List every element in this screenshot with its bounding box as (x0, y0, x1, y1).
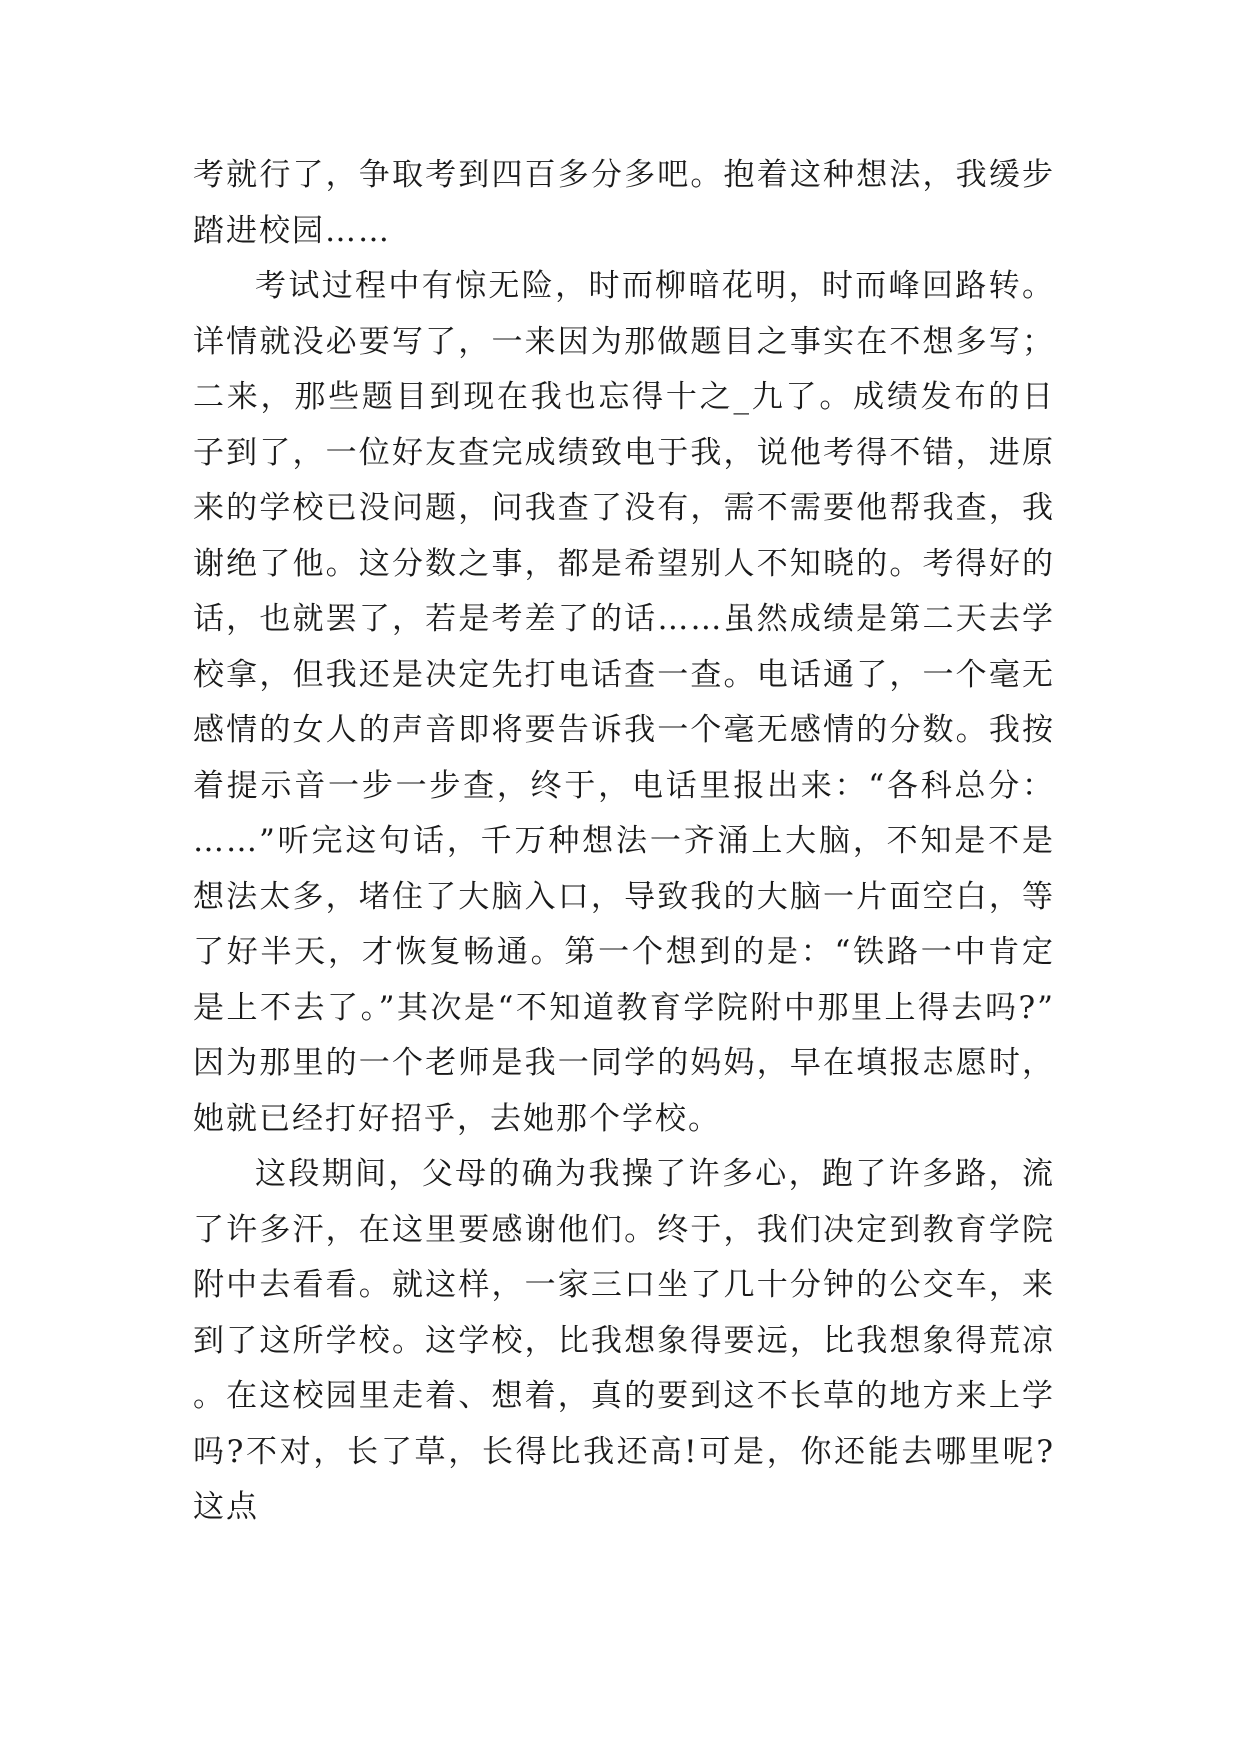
document-page (193, 148, 1055, 1536)
paragraph-1: 考就行了，争取考到四百多分多吧。抱着这种想法，我缓步踏进校园…… (193, 157, 1055, 249)
paragraph-3: 这段期间，父母的确为我操了许多心，跑了许多路，流了许多汗，在这里要感谢他们。终于，我们决定到教育学院附中去看看。就这样，一家三口坐了几十分钟的公交车，来到了这所学校。这学校，比我想象得要远，比我想象得荒凉。在这校园里走着、想着，真的要到这不长草的地方来上学吗?不对，长了草，长得比我还高!可是，你还能去哪里呢?这点 (193, 1156, 1055, 1525)
paragraph-2: 考试过程中有惊无险，时而柳暗花明，时而峰回路转。详情就没必要写了，一来因为那做题目之事实在不想多写；二来，那些题目到现在我也忘得十之_九了。成绩发布的日子到了，一位好友查完成绩致电于我，说他考得不错，进原来的学校已没问题，问我查了没有，需不需要他帮我查，我谢绝了他。这分数之事，都是希望别人不知晓的。考得好的话，也就罢了，若是考差了的话……虽然成绩是第二天去学校拿，但我还是决定先打电话查一查。电话通了，一个毫无感情的女人的声音即将要告诉我一个毫无感情的分数。我按着提示音一步一步查，终于，电话里报出来：“各科总分：……”听完这句话，千万种想法一齐涌上大脑，不知是不是想法太多，堵住了大脑入口，导致我的大脑一片面空白，等了好半天，才恢复畅通。第一个想到的是：“铁路一中肯定是上不去了。”其次是“不知道教育学院附中那里上得去吗?”因为那里的一个老师是我一同学的妈妈，早在填报志愿时，她就已经打好招乎，去她那个学校。 (193, 268, 1055, 1137)
